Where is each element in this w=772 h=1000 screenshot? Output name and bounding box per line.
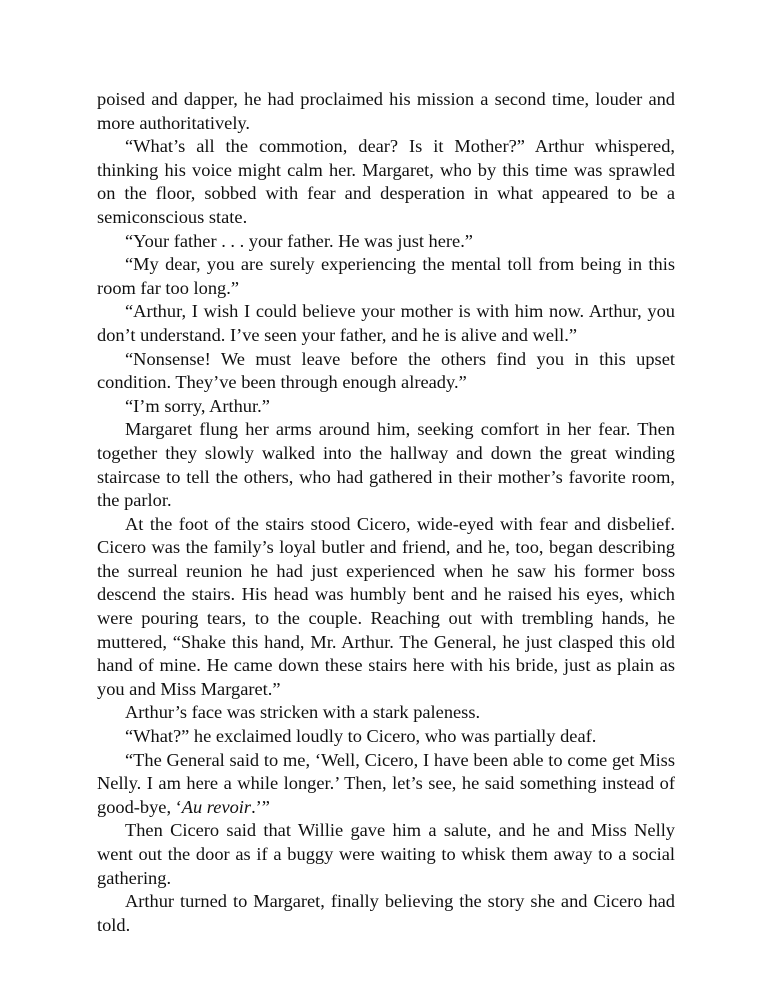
paragraph-5: “Arthur, I wish I could believe your mother is with him now. Arthur, you don’t understand. I’ve seen your father, and he is alive and well.” [97, 301, 675, 345]
paragraph-10: Arthur’s face was stricken with a stark paleness. [125, 702, 481, 723]
paragraph-11: “What?” he exclaimed loudly to Cicero, who was partially deaf. [125, 726, 597, 747]
paragraph-6: “Nonsense! We must leave before the others find you in this upset condition. They’ve been through enough already.” [97, 348, 675, 393]
quote-italic: Au revoir [181, 796, 252, 817]
paragraph-3: “Your father . . . your father. He was just here.” [125, 230, 473, 251]
paragraph-9: At the foot of the stairs stood Cicero, wide-eyed with fear and disbelief. Cicero was the family’s loyal butler and friend, and he, too, began describing the surreal reunion he had just experienced when he saw his former boss descend the stairs. His head was humbly bent and he raised his eyes, which were pouring tears, to the couple. Reaching out with trembling hands, he muttered, “Shake this hand, Mr. Arthur. The General, he just clasped this old hand of mine. He came down these stairs here with his bride, just as plain as you and Miss Margaret.” [97, 513, 675, 699]
paragraph-4: “My dear, you are surely experiencing the mental toll from being in this room far too long.” [97, 254, 675, 298]
quote-after: .’” [251, 796, 270, 817]
book-page-text [97, 88, 675, 937]
paragraph-13: Then Cicero said that Willie gave him a salute, and he and Miss Nelly went out the door as if a buggy were waiting to whisk them away to a social gathering. [97, 820, 675, 888]
paragraph-7: “I’m sorry, Arthur.” [125, 395, 270, 416]
paragraph-8: Margaret flung her arms around him, seeking comfort in her fear. Then together they slowly walked into the hallway and down the great winding staircase to tell the others, who had gathered in their mother’s favorite room, the parlor. [97, 419, 675, 511]
quote-before: “The General said to me, ‘Well, Cicero, I have been able to come get Miss Nelly. I am here a while longer.’ Then, let’s see, he said something instead of good-bye, ‘ [97, 749, 675, 817]
paragraph-2: “What’s all the commotion, dear? Is it Mother?” Arthur whispered, thinking his voice might calm her. Margaret, who by this time was sprawled on the floor, sobbed with fear and desperation in what appeared to be a semiconscious state. [97, 136, 675, 227]
paragraph-14: Arthur turned to Margaret, finally believing the story she and Cicero had told. [97, 891, 675, 935]
paragraph-12 [97, 749, 675, 820]
paragraph-1: poised and dapper, he had proclaimed his mission a second time, louder and more authoritatively. [97, 89, 675, 133]
